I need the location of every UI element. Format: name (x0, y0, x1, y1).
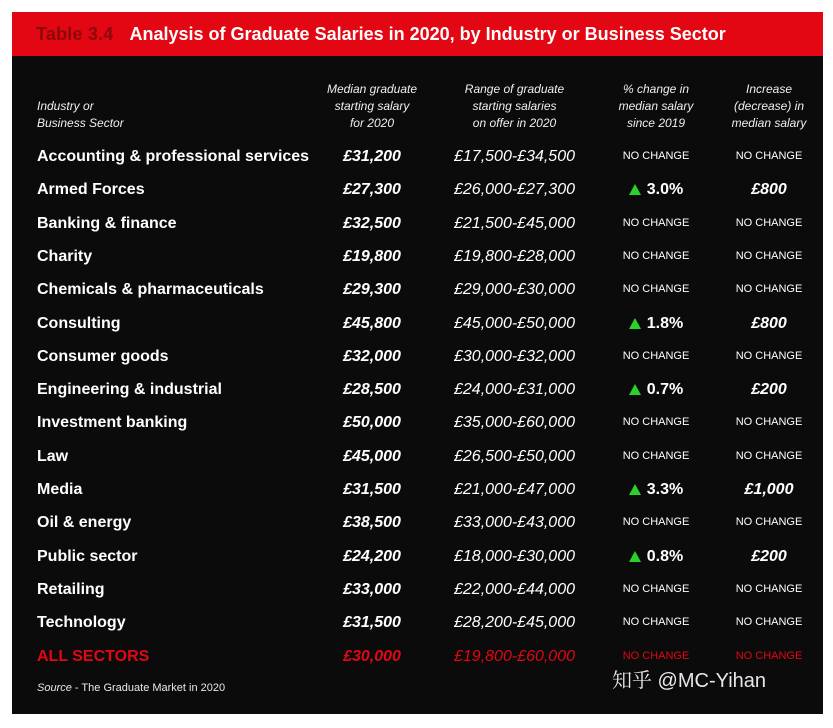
sector-cell-text: Consulting (37, 314, 121, 332)
change-cell (597, 240, 715, 273)
range-cell (437, 273, 592, 306)
range-cell (437, 473, 592, 506)
table-row (12, 540, 823, 573)
change-cell-text: NO CHANGE (622, 416, 690, 429)
change-cell (597, 406, 715, 439)
range-cell (437, 340, 592, 373)
change-cell-text: 0.8% (646, 547, 684, 565)
increase-cell-text: NO CHANGE (735, 616, 803, 629)
increase-cell-text: NO CHANGE (735, 249, 803, 262)
table-row (12, 573, 823, 606)
change-cell-text: NO CHANGE (622, 649, 690, 662)
change-cell (597, 140, 715, 173)
change-cell-text: NO CHANGE (622, 349, 690, 362)
range-cell-text: £22,000-£44,000 (454, 580, 575, 598)
median-cell-text: £45,800 (343, 314, 401, 332)
increase-cell (710, 340, 828, 373)
median-cell-text: £30,000 (343, 647, 401, 665)
median-cell (307, 340, 437, 373)
table-row (12, 506, 823, 539)
sector-cell (37, 140, 309, 173)
sector-cell (37, 573, 105, 606)
range-cell-text: £26,000-£27,300 (454, 181, 575, 199)
change-cell (597, 373, 715, 406)
median-cell (307, 473, 437, 506)
median-cell (307, 606, 437, 639)
increase-cell (710, 573, 828, 606)
range-cell (437, 207, 592, 240)
sector-cell (37, 340, 169, 373)
change-cell (597, 606, 715, 639)
median-cell (307, 240, 437, 273)
sector-cell-text: Law (37, 447, 69, 465)
header-change: % change in median salary since 2019 (618, 82, 694, 130)
range-cell-text: £30,000-£32,000 (454, 347, 575, 365)
increase-cell (710, 273, 828, 306)
table-number: Table 3.4 (36, 23, 114, 44)
range-cell-text: £29,000-£30,000 (454, 281, 575, 299)
triangle-up-icon (629, 318, 641, 329)
change-cell (597, 473, 715, 506)
increase-cell-text: NO CHANGE (735, 349, 803, 362)
sector-cell-text: Armed Forces (37, 181, 145, 199)
sector-cell-text: Charity (37, 247, 93, 265)
median-cell-text: £45,000 (343, 447, 401, 465)
increase-cell (710, 207, 828, 240)
increase-cell-text: £800 (751, 314, 787, 332)
median-cell (307, 173, 437, 206)
title-bar (12, 12, 823, 56)
range-cell-text: £21,000-£47,000 (454, 481, 575, 498)
sector-cell (37, 240, 92, 273)
increase-cell-text: NO CHANGE (735, 216, 803, 229)
median-cell (307, 406, 437, 439)
increase-cell (710, 240, 828, 273)
median-cell (307, 273, 437, 306)
range-cell (437, 240, 592, 273)
increase-cell (710, 173, 828, 206)
range-cell (437, 173, 592, 206)
sector-cell-text: Public sector (37, 547, 138, 565)
header-median: Median graduate starting salary for 2020 (326, 82, 418, 130)
range-cell-text: £24,000-£31,000 (454, 381, 575, 399)
sector-cell (37, 207, 177, 240)
increase-cell (710, 540, 828, 573)
change-cell (597, 273, 715, 306)
table-row (12, 207, 823, 240)
change-cell-text: NO CHANGE (622, 582, 690, 595)
triangle-up-icon (629, 551, 641, 562)
table-row (12, 240, 823, 273)
median-cell (307, 506, 437, 539)
sector-cell-text: Oil & energy (37, 514, 132, 532)
sector-cell-text: Media (37, 481, 83, 498)
median-cell (307, 573, 437, 606)
range-cell-text: £21,500-£45,000 (454, 214, 575, 232)
sector-cell (37, 173, 145, 206)
increase-cell-text: NO CHANGE (735, 416, 803, 429)
range-cell-text: £26,500-£50,000 (454, 447, 575, 465)
change-cell-text: NO CHANGE (622, 516, 690, 529)
median-cell (307, 307, 437, 340)
range-cell-text: £18,000-£30,000 (454, 547, 575, 565)
table-row (12, 406, 823, 439)
sector-cell (37, 440, 68, 473)
header-increase: Increase (decrease) in median salary (731, 82, 807, 130)
sector-cell-text: ALL SECTORS (37, 647, 150, 665)
increase-cell (710, 373, 828, 406)
median-cell-text: £29,300 (343, 281, 401, 299)
change-cell-text: NO CHANGE (622, 283, 690, 296)
range-cell (437, 640, 592, 673)
increase-cell-text: £800 (751, 181, 787, 199)
triangle-up-icon (629, 184, 641, 195)
change-cell-text: NO CHANGE (622, 449, 690, 462)
range-cell-text: £33,000-£43,000 (454, 514, 575, 532)
change-cell (597, 573, 715, 606)
range-cell (437, 573, 592, 606)
change-cell-text: NO CHANGE (622, 616, 690, 629)
range-cell (437, 307, 592, 340)
sector-cell (37, 506, 131, 539)
table-row (12, 473, 823, 506)
median-cell (307, 440, 437, 473)
median-cell-text: £24,200 (343, 547, 401, 565)
median-cell-text: £32,500 (343, 214, 401, 232)
range-cell-text: £28,200-£45,000 (454, 614, 575, 632)
watermark: 知乎 @MC-Yihan (612, 670, 767, 692)
median-cell-text: £19,800 (343, 247, 401, 265)
median-cell-text: £50,000 (343, 414, 401, 432)
sector-cell-text: Technology (37, 614, 126, 632)
change-cell (597, 506, 715, 539)
median-cell (307, 207, 437, 240)
table-title: Analysis of Graduate Salaries in 2020, by Industry or Business Sector (129, 23, 726, 44)
increase-cell-text: NO CHANGE (735, 449, 803, 462)
change-cell-text: 3.0% (646, 181, 684, 199)
median-cell-text: £32,000 (343, 347, 401, 365)
sector-cell (37, 373, 222, 406)
table-row (12, 606, 823, 639)
increase-cell-text: NO CHANGE (735, 649, 803, 662)
change-cell-text: NO CHANGE (622, 249, 690, 262)
range-cell-text: £35,000-£60,000 (454, 414, 575, 432)
change-cell-text: NO CHANGE (622, 150, 690, 162)
sector-cell (37, 406, 187, 439)
median-cell (307, 373, 437, 406)
sector-cell-text: Retailing (37, 580, 105, 598)
increase-cell-text: £200 (751, 547, 787, 565)
change-cell (597, 173, 715, 206)
increase-cell (710, 506, 828, 539)
increase-cell (710, 473, 828, 506)
source-text: - The Graduate Market in 2020 (71, 682, 226, 694)
sector-cell (37, 273, 264, 306)
table-row (12, 340, 823, 373)
sector-cell (37, 640, 149, 673)
increase-cell (710, 406, 828, 439)
table-row (12, 273, 823, 306)
median-cell-text: £33,000 (343, 580, 401, 598)
range-cell (437, 406, 592, 439)
increase-cell-text: £200 (751, 381, 787, 399)
median-cell (307, 140, 437, 173)
sector-cell-text: Banking & finance (37, 214, 177, 232)
sector-cell-text: Consumer goods (37, 347, 169, 365)
sector-cell-text: Accounting & professional services (37, 148, 310, 165)
triangle-up-icon (629, 384, 641, 395)
increase-cell (710, 440, 828, 473)
range-cell (437, 606, 592, 639)
range-cell (437, 140, 592, 173)
source-label: Source (37, 682, 72, 694)
increase-cell (710, 606, 828, 639)
sector-cell-text: Investment banking (37, 414, 188, 432)
table-row (12, 173, 823, 206)
triangle-up-icon (629, 484, 641, 495)
change-cell-text: 0.7% (646, 381, 684, 399)
header-sector: Industry or Business Sector (37, 99, 124, 130)
range-cell (437, 506, 592, 539)
increase-cell-text: £1,000 (744, 481, 794, 498)
increase-cell-text: NO CHANGE (735, 150, 803, 162)
range-cell (437, 540, 592, 573)
change-cell (597, 340, 715, 373)
increase-cell (710, 140, 828, 173)
sector-cell (37, 540, 137, 573)
table-row (12, 140, 823, 173)
median-cell-text: £28,500 (343, 381, 401, 399)
range-cell-text: £45,000-£50,000 (454, 314, 575, 332)
range-cell-text: £19,800-£28,000 (454, 247, 575, 265)
table-row (12, 373, 823, 406)
table-row (12, 440, 823, 473)
increase-cell-text: NO CHANGE (735, 582, 803, 595)
sector-cell-text: Engineering & industrial (37, 381, 222, 399)
median-cell-text: £31,500 (343, 614, 401, 632)
salary-table (12, 12, 823, 714)
range-cell-text: £19,800-£60,000 (454, 647, 575, 665)
change-cell (597, 207, 715, 240)
range-cell (437, 440, 592, 473)
sector-cell (37, 307, 121, 340)
range-cell (437, 373, 592, 406)
header-range: Range of graduate starting salaries on offer in 2020 (464, 82, 565, 130)
change-cell (597, 307, 715, 340)
increase-cell (710, 307, 828, 340)
median-cell (307, 540, 437, 573)
increase-cell-text: NO CHANGE (735, 516, 803, 529)
median-cell-text: £38,500 (343, 514, 401, 532)
change-cell-text: 1.8% (646, 314, 684, 332)
range-cell-text: £17,500-£34,500 (454, 148, 575, 165)
source-note (37, 682, 225, 694)
median-cell-text: £31,500 (343, 481, 401, 498)
table-row (12, 307, 823, 340)
change-cell-text: 3.3% (646, 481, 684, 498)
increase-cell-text: NO CHANGE (735, 283, 803, 296)
sector-cell-text: Chemicals & pharmaceuticals (37, 281, 264, 299)
median-cell-text: £31,200 (343, 148, 401, 165)
change-cell-text: NO CHANGE (622, 216, 690, 229)
median-cell-text: £27,300 (343, 181, 401, 199)
change-cell (597, 440, 715, 473)
sector-cell (37, 473, 82, 506)
median-cell (307, 640, 437, 673)
change-cell (597, 540, 715, 573)
sector-cell (37, 606, 126, 639)
